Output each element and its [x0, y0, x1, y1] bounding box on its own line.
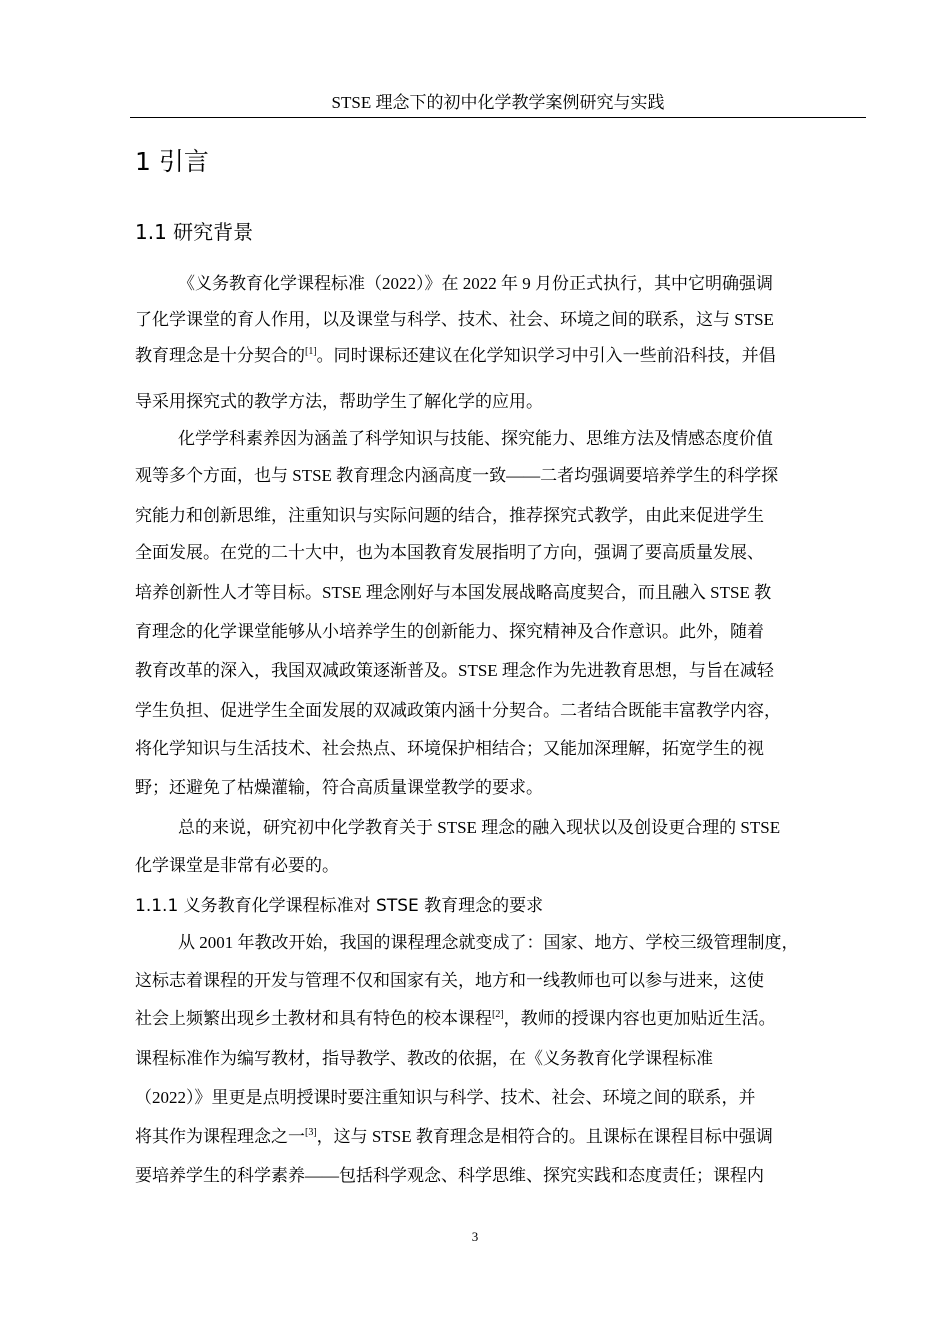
running-header: STSE 理念下的初中化学教学案例研究与实践	[331, 93, 665, 112]
body-line	[135, 345, 776, 367]
body-line: 这标志着课程的开发与管理不仅和国家有关，地方和一线教师也可以参与进来，这使	[135, 971, 764, 990]
body-text: ，教师的授课内容也更加贴近生活。	[503, 1009, 776, 1028]
body-line: 课程标准作为编写教材，指导教学、教改的依据，在《义务教育化学课程标准	[135, 1049, 713, 1068]
citation-ref: [3]	[305, 1127, 317, 1138]
body-line: 化学课堂是非常有必要的。	[135, 856, 339, 875]
body-line: 学生负担、促进学生全面发展的双减政策内涵十分契合。二者结合既能丰富教学内容，	[135, 701, 781, 720]
body-line	[135, 1008, 776, 1030]
body-line: 究能力和创新思维，注重知识与实际问题的结合，推荐探究式教学，由此来促进学生	[135, 506, 764, 525]
subsection-heading: 1.1.1 义务教育化学课程标准对 STSE 教育理念的要求	[135, 896, 544, 916]
body-line: （2022）》里更是点明授课时要注重知识与科学、技术、社会、环境之间的联系，并	[135, 1088, 756, 1107]
body-line: 《义务教育化学课程标准（2022）》在 2022 年 9 月份正式执行，其中它明确强调	[178, 274, 773, 293]
chapter-heading: 1 引言	[135, 147, 209, 176]
body-line: 将化学知识与生活技术、社会热点、环境保护相结合；又能加深理解，拓宽学生的视	[135, 739, 764, 758]
body-text: 将其作为课程理念之一	[135, 1127, 305, 1146]
body-line: 教育改革的深入，我国双减政策逐渐普及。STSE 理念作为先进教育思想，与旨在减轻	[135, 661, 774, 680]
body-text: 教育理念是十分契合的	[135, 346, 305, 365]
body-line: 观等多个方面，也与 STSE 教育理念内涵高度一致——二者均强调要培养学生的科学探	[135, 466, 779, 485]
body-line: 育理念的化学课堂能够从小培养学生的创新能力、探究精神及合作意识。此外，随着	[135, 622, 764, 641]
citation-ref: [2]	[492, 1009, 504, 1020]
body-line: 导采用探究式的教学方法，帮助学生了解化学的应用。	[135, 392, 543, 411]
page-number: 3	[471, 1229, 479, 1244]
body-line: 要培养学生的科学素养——包括科学观念、科学思维、探究实践和态度责任；课程内	[135, 1166, 764, 1185]
body-line: 全面发展。在党的二十大中，也为本国教育发展指明了方向，强调了要高质量发展、	[135, 543, 764, 562]
body-line: 了化学课堂的育人作用，以及课堂与科学、技术、社会、环境之间的联系，这与 STSE	[135, 310, 774, 329]
body-line: 化学学科素养因为涵盖了科学知识与技能、探究能力、思维方法及情感态度价值	[178, 429, 773, 448]
body-line: 从 2001 年教改开始，我国的课程理念就变成了：国家、地方、学校三级管理制度，	[178, 933, 799, 952]
body-line: 野；还避免了枯燥灌输，符合高质量课堂教学的要求。	[135, 778, 543, 797]
body-line	[135, 1126, 773, 1148]
header-rule	[130, 117, 866, 118]
citation-ref: [1]	[305, 346, 317, 357]
body-line: 总的来说，研究初中化学教育关于 STSE 理念的融入现状以及创设更合理的 STSE	[178, 818, 781, 837]
body-text: ，这与 STSE 教育理念是相符合的。且课标在课程目标中强调	[316, 1127, 773, 1146]
body-text: 社会上频繁出现乡土教材和具有特色的校本课程	[135, 1009, 492, 1028]
body-line: 培养创新性人才等目标。STSE 理念刚好与本国发展战略高度契合，而且融入 STSE 教	[135, 583, 772, 602]
section-heading: 1.1 研究背景	[135, 220, 254, 244]
body-text: 。同时课标还建议在化学知识学习中引入一些前沿科技，并倡	[316, 346, 776, 365]
